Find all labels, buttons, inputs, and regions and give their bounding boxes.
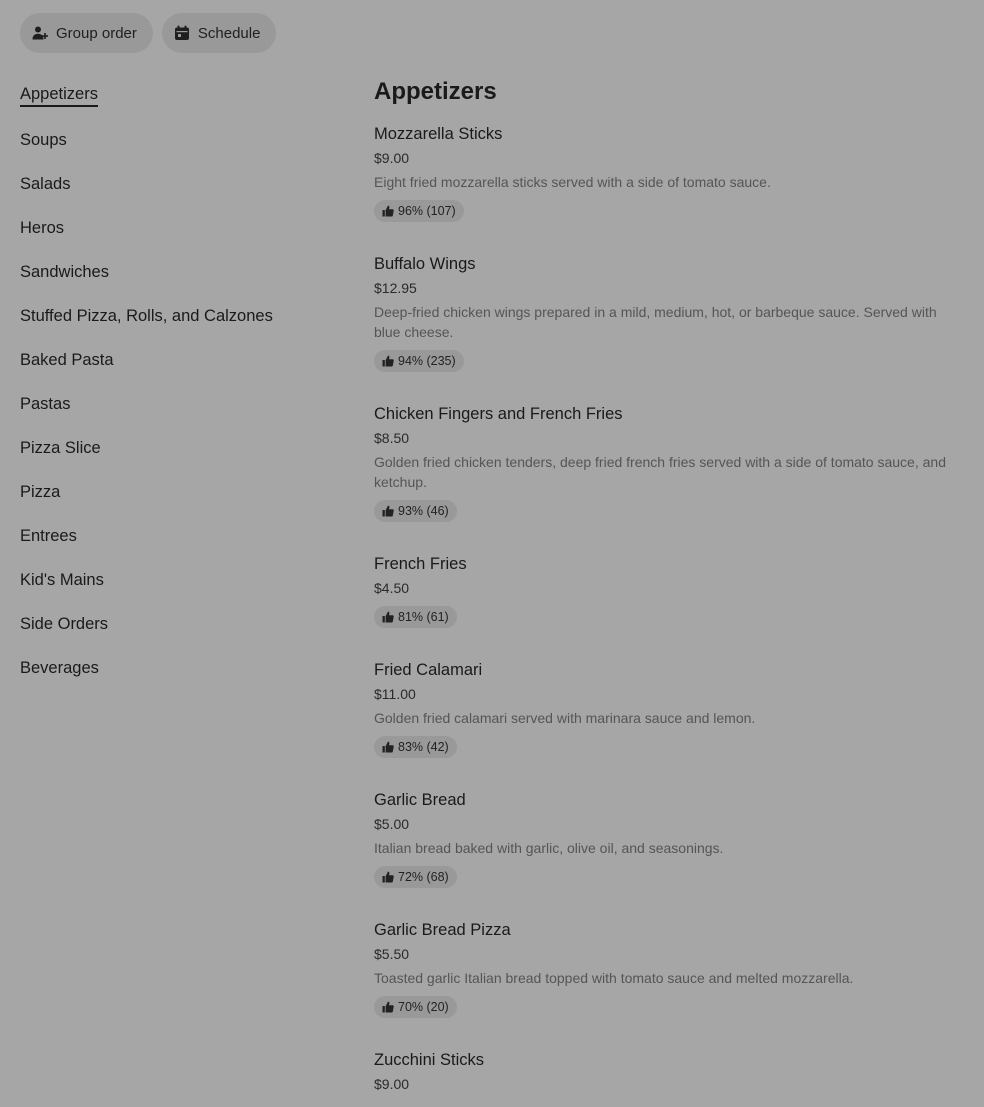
thumbs-up-icon bbox=[382, 611, 394, 623]
item-price: $9.00 bbox=[374, 1076, 410, 1092]
thumbs-up-icon bbox=[382, 505, 394, 517]
group-order-button[interactable] bbox=[20, 13, 153, 53]
menu-item[interactable] bbox=[374, 552, 964, 628]
sidebar-item-label: Side Orders bbox=[20, 614, 109, 633]
rating-badge bbox=[374, 500, 457, 522]
rating-badge bbox=[374, 606, 457, 628]
schedule-label: Schedule bbox=[197, 24, 261, 42]
calendar-icon bbox=[174, 25, 190, 41]
item-price: $9.00 bbox=[374, 150, 410, 166]
rating-text: 94% (235) bbox=[398, 354, 456, 368]
menu-item[interactable] bbox=[374, 918, 964, 1018]
thumbs-up-icon bbox=[382, 871, 394, 883]
thumbs-up-icon bbox=[382, 741, 394, 753]
item-description: Golden fried calamari served with marinara sauce and lemon. bbox=[374, 710, 756, 726]
thumbs-up-icon bbox=[382, 355, 394, 367]
rating-text: 72% (68) bbox=[398, 870, 449, 884]
sidebar-item-label: Pastas bbox=[20, 394, 71, 413]
item-price: $4.50 bbox=[374, 580, 410, 596]
rating-badge bbox=[374, 736, 457, 758]
sidebar-item-side-orders[interactable] bbox=[20, 602, 340, 646]
item-price: $12.95 bbox=[374, 280, 417, 296]
category-sidebar bbox=[20, 74, 340, 690]
rating-badge bbox=[374, 996, 457, 1018]
sidebar-item-label: Sandwiches bbox=[20, 262, 109, 281]
item-description: Toasted garlic Italian bread topped with tomato sauce and melted mozzarella. bbox=[374, 970, 854, 986]
item-name: French Fries bbox=[374, 555, 467, 573]
sidebar-item-pizza-slice[interactable] bbox=[20, 426, 340, 470]
menu-item[interactable] bbox=[374, 1048, 964, 1094]
top-actions bbox=[20, 13, 276, 53]
sidebar-item-label: Heros bbox=[20, 218, 65, 237]
sidebar-item-appetizers[interactable] bbox=[20, 74, 340, 118]
sidebar-item-label: Salads bbox=[20, 174, 71, 193]
sidebar-item-entrees[interactable] bbox=[20, 514, 340, 558]
item-price: $8.50 bbox=[374, 430, 410, 446]
sidebar-item-soups[interactable] bbox=[20, 118, 340, 162]
sidebar-item-label: Soups bbox=[20, 130, 67, 149]
menu-item[interactable] bbox=[374, 252, 964, 372]
item-price: $5.00 bbox=[374, 816, 410, 832]
rating-text: 70% (20) bbox=[398, 1000, 449, 1014]
sidebar-item-label: Appetizers bbox=[20, 85, 98, 107]
item-price: $11.00 bbox=[374, 686, 416, 702]
item-description: Italian bread baked with garlic, olive oil, and seasonings. bbox=[374, 840, 724, 856]
sidebar-item-label: Pizza Slice bbox=[20, 438, 101, 457]
sidebar-item-pizza[interactable] bbox=[20, 470, 340, 514]
schedule-button[interactable] bbox=[162, 13, 277, 53]
rating-badge bbox=[374, 200, 464, 222]
sidebar-item-label: Beverages bbox=[20, 658, 99, 677]
item-name: Chicken Fingers and French Fries bbox=[374, 405, 623, 423]
item-name: Zucchini Sticks bbox=[374, 1051, 485, 1069]
sidebar-item-stuffed-pizza[interactable] bbox=[20, 294, 340, 338]
rating-text: 81% (61) bbox=[398, 610, 449, 624]
sidebar-item-baked-pasta[interactable] bbox=[20, 338, 340, 382]
item-description: Golden fried chicken tenders, deep fried french fries served with a side of tomato sauce, and ketchup. bbox=[374, 454, 946, 490]
item-name: Mozzarella Sticks bbox=[374, 125, 503, 143]
menu-item[interactable] bbox=[374, 788, 964, 888]
item-name: Fried Calamari bbox=[374, 661, 483, 679]
sidebar-item-sandwiches[interactable] bbox=[20, 250, 340, 294]
menu-section bbox=[374, 76, 964, 1107]
menu-item[interactable] bbox=[374, 122, 964, 222]
sidebar-item-label: Kid's Mains bbox=[20, 570, 104, 589]
rating-badge bbox=[374, 350, 464, 372]
item-price: $5.50 bbox=[374, 946, 410, 962]
sidebar-item-salads[interactable] bbox=[20, 162, 340, 206]
section-title: Appetizers bbox=[374, 78, 497, 105]
rating-text: 96% (107) bbox=[398, 204, 456, 218]
rating-badge bbox=[374, 866, 457, 888]
sidebar-item-pastas[interactable] bbox=[20, 382, 340, 426]
item-name: Buffalo Wings bbox=[374, 255, 476, 273]
menu-item[interactable] bbox=[374, 402, 964, 522]
item-name: Garlic Bread bbox=[374, 791, 466, 809]
item-description: Deep-fried chicken wings prepared in a mild, medium, hot, or barbeque sauce. Served with blue cheese. bbox=[374, 304, 937, 340]
item-name: Garlic Bread Pizza bbox=[374, 921, 511, 939]
rating-text: 83% (42) bbox=[398, 740, 449, 754]
sidebar-item-label: Baked Pasta bbox=[20, 350, 114, 369]
thumbs-up-icon bbox=[382, 205, 394, 217]
sidebar-item-label: Stuffed Pizza, Rolls, and Calzones bbox=[20, 306, 273, 325]
item-description: Eight fried mozzarella sticks served with a side of tomato sauce. bbox=[374, 174, 771, 190]
menu-item[interactable] bbox=[374, 658, 964, 758]
sidebar-item-label: Entrees bbox=[20, 526, 77, 545]
sidebar-item-label: Pizza bbox=[20, 482, 61, 501]
add-person-icon bbox=[32, 25, 48, 41]
rating-text: 93% (46) bbox=[398, 504, 449, 518]
sidebar-item-heros[interactable] bbox=[20, 206, 340, 250]
group-order-label: Group order bbox=[56, 24, 137, 42]
sidebar-item-kids-mains[interactable] bbox=[20, 558, 340, 602]
thumbs-up-icon bbox=[382, 1001, 394, 1013]
sidebar-item-beverages[interactable] bbox=[20, 646, 340, 690]
